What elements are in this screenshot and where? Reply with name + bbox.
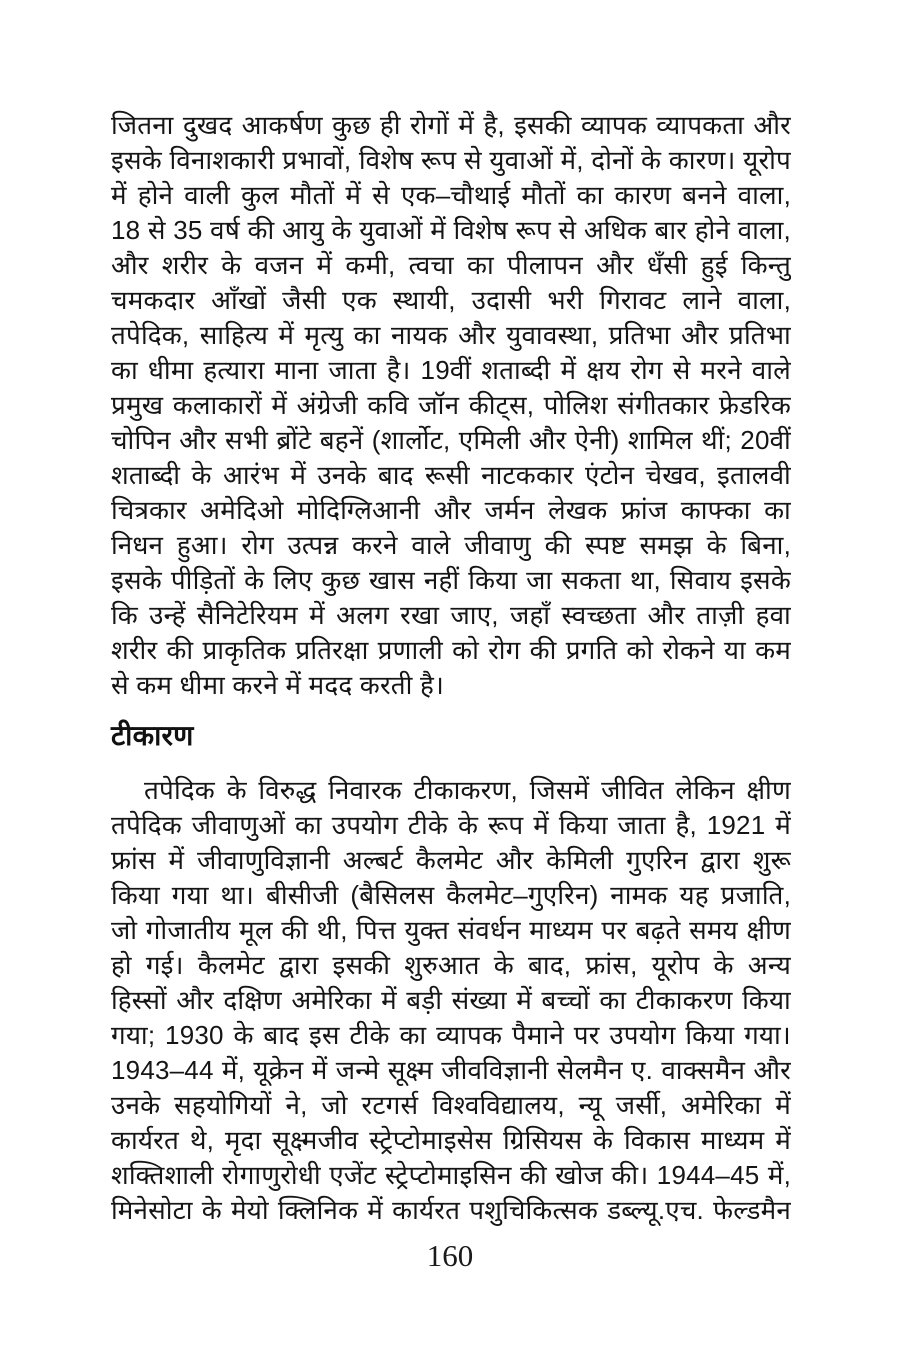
text-line: चमकदार आँखों जैसी एक स्थायी, उदासी भरी गिरावट लाने वाला, [111,285,791,315]
text-line: प्रमुख कलाकारों में अंग्रेजी कवि जॉन कीट्स, पोलिश संगीतकार फ्रेडरिक [111,390,791,420]
text-line: शरीर की प्राकृतिक प्रतिरक्षा प्रणाली को रोग की प्रगति को रोकने या कम [111,635,791,665]
text-line: 1943–44 में, यूक्रेन में जन्मे सूक्ष्म जीवविज्ञानी सेलमैन ए. वाक्समैन और [111,1055,791,1085]
text-line: हिस्सों और दक्षिण अमेरिका में बड़ी संख्या में बच्चों का टीकाकरण किया [111,985,791,1015]
section-heading: टीकारण [111,720,194,751]
text-line: तपेदिक के विरुद्ध निवारक टीकाकरण, जिसमें जीवित लेकिन क्षीण [144,775,791,805]
text-line: और शरीर के वजन में कमी, त्वचा का पीलापन और धँसी हुई किन्तु [111,250,791,280]
text-line: चोपिन और सभी ब्रोंटे बहनें (शार्लोट, एमिली और ऐनी) शामिल थीं; 20वीं [111,425,791,455]
text-line: किया गया था। बीसीजी (बैसिलस कैलमेट–गुएरिन) नामक यह प्रजाति, [111,880,791,910]
text-line: फ्रांस में जीवाणुविज्ञानी अल्बर्ट कैलमेट और केमिली गुएरिन द्वारा शुरू [111,845,791,875]
text-line: निधन हुआ। रोग उत्पन्न करने वाले जीवाणु की स्पष्ट समझ के बिना, [111,530,791,560]
text-line: इसके पीड़ितों के लिए कुछ खास नहीं किया जा सकता था, सिवाय इसके [111,565,791,595]
text-line: जितना दुखद आकर्षण कुछ ही रोगों में है, इसकी व्यापक व्यापकता और [111,110,791,140]
text-line: इसके विनाशकारी प्रभावों, विशेष रूप से युवाओं में, दोनों के कारण। यूरोप [111,145,791,175]
text-line: तपेदिक, साहित्य में मृत्यु का नायक और युवावस्था, प्रतिभा और प्रतिभा [111,320,791,350]
paragraph-2 [111,773,791,1228]
text-line: हो गई। कैलमेट द्वारा इसकी शुरुआत के बाद, फ्रांस, यूरोप के अन्य [111,950,791,980]
text-line: गया; 1930 के बाद इस टीके का व्यापक पैमाने पर उपयोग किया गया। [111,1020,791,1050]
text-line: से कम धीमा करने में मदद करती है। [111,670,445,700]
text-line: कि उन्हें सैनिटेरियम में अलग रखा जाए, जहाँ स्वच्छता और ताज़ी हवा [111,600,791,630]
page-number: 160 [426,1238,474,1273]
text-block [111,108,791,1228]
text-line: मिनेसोटा के मेयो क्लिनिक में कार्यरत पशुचिकित्सक डब्ल्यू.एच. फेल्डमैन [111,1195,791,1225]
text-line: में होने वाली कुल मौतों में से एक–चौथाई मौतों का कारण बनने वाला, [111,180,791,210]
text-line: का धीमा हत्यारा माना जाता है। 19वीं शताब्दी में क्षय रोग से मरने वाले [111,355,791,385]
text-line: कार्यरत थे, मृदा सूक्ष्मजीव स्ट्रेप्टोमाइसेस ग्रिसियस के विकास माध्यम में [111,1125,791,1155]
text-line: चित्रकार अमेदिओ मोदिग्लिआनी और जर्मन लेखक फ्रांज काफ्का का [111,495,791,525]
text-line: जो गोजातीय मूल की थी, पित्त युक्त संवर्धन माध्यम पर बढ़ते समय क्षीण [111,915,791,945]
text-line: उनके सहयोगियों ने, जो रटगर्स विश्वविद्यालय, न्यू जर्सी, अमेरिका में [111,1090,791,1120]
text-line: 18 से 35 वर्ष की आयु के युवाओं में विशेष रूप से अधिक बार होने वाला, [111,215,791,245]
text-line: शताब्दी के आरंभ में उनके बाद रूसी नाटककार एंटोन चेखव, इतालवी [111,460,791,490]
paragraph-1 [111,108,791,703]
text-line: शक्तिशाली रोगाणुरोधी एजेंट स्ट्रेप्टोमाइसिन की खोज की। 1944–45 में, [111,1160,791,1190]
text-line: तपेदिक जीवाणुओं का उपयोग टीके के रूप में किया जाता है, 1921 में [111,810,791,840]
